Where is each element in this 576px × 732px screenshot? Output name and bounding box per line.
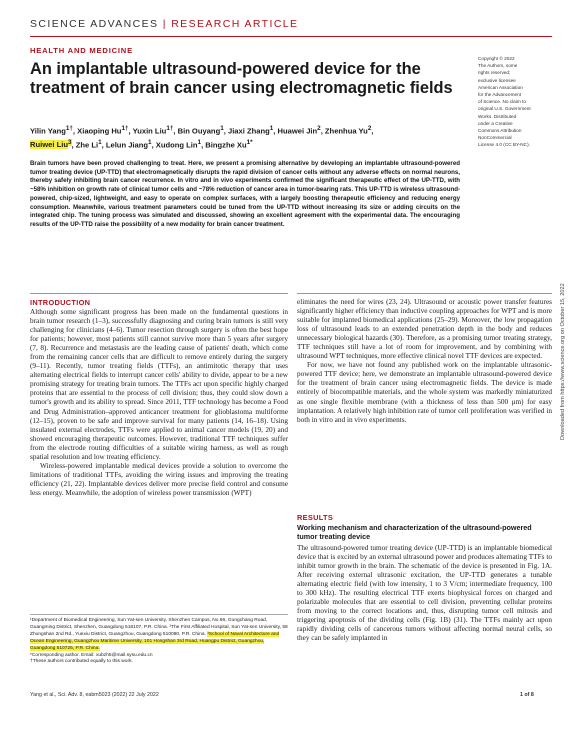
license-line: original U.S. Government	[478, 106, 531, 112]
license-line: License 4.0 (CC BY-NC).	[478, 142, 530, 148]
paragraph: The ultrasound-powered tumor treating device (UP-TTD) is an implantable biomedical device that is excited by an external ultrasound power and produces alternating TTFs to inhibit tumor growth in the brain. The schematic of the device is presented in Fig. 1A. After receiving external ultrasonic excitation, the UP-TTD generates a tunable alternating electric field (with low intensity, 1 to 3 V/cm; intermediate frequency, 100 to 300 kHz). The resulting electrical TTF exerts biophysical forces on charged and polarizable molecules that are essential to cell division, preventing cellular proteins from moving to the correct locations and, thus, disrupting tumor cell mitosis and triggering apoptosis of the dividing cells (Fig. 1B) (31). The TTFs mainly act upon rapidly dividing cells of cancerous tumors without affecting normal neural cells, so they can be safely implanted in	[297, 544, 552, 643]
right-column-intro	[297, 298, 552, 425]
footnote-rule	[30, 614, 288, 615]
column-rule	[297, 293, 552, 294]
author-text[interactable]: , Lelun Jiang	[101, 140, 149, 150]
highlighted-affiliation: ³School of Naval Architecture and Ocean Engineering, Guangzhou Maritime University, 101 Hongshan 3rd Road, Huangpu District, Guangzhou, Guangdong 510725, P.R. China.	[30, 631, 280, 651]
license-line: Works. Distributed	[478, 113, 517, 119]
column-rule	[30, 293, 288, 294]
paragraph: For now, we have not found any published work on the implantable ultrasonic-powered TTF device; here, we demonstrate an implantable ultrasound-powered device for the treatment of brain cancer using electromagnetic fields. The device is made entirely of biocompatible materials, and the whole system was markedly miniaturized as one single flexible membrane (with a thickness of less than 500 μm) for easy implantation. A relatively high inhibition rate of tumor cell proliferation was verified in both in vitro and in vivo experiments.	[297, 361, 552, 424]
affiliation-mark: 1†	[65, 125, 73, 132]
affiliation-mark: 2	[317, 125, 321, 132]
author-text[interactable]: , Zhe Li	[71, 140, 99, 150]
paragraph: Although some significant progress has been made on the fundamental questions in brain tumor research (1–3), successfully diagnosing and curing brain tumors is still very challenging for clinicians (4–6). Tumor resection through surgery is often the best hope for patients; however, most patients still cannot survive more than 5 years after surgery (7, 8). Recurrence and metastasis are the leading cause of patients' death, which come from the remaining cancer cells that are difficult to remove entirely during the surgery (9–11). Recently, tumor treating fields (TTFs), an antimitotic therapy that uses alternating electrical fields to interrupt cancer cells' ability to divide, appear to be a new promising strategy for treating brain tumors. The TTFs act upon specific highly charged proteins that are essential to the process of cell division; thus, they could slow down a tumor's growth and its ability to spread. Since 2011, TTF technology has become a Food and Drug Administration–approved anticancer treatment for glioblastoma multiforme (12–15), proven to be safe and improve survival for many patients (14, 16–18). Using insulated external electrodes, TTFs were applied to animal cancer models (19, 20) and showed encouraging therapeutic outcomes. However, traditional TTF techniques suffer from the electrode routing difficulties of a suitable wiring harness, as well as rough spatial resolution and low treating efficiency.	[30, 308, 288, 461]
paragraph: Wireless-powered implantable medical devices provide a solution to overcome the limitations of traditional TTFs, avoiding the wiring issues and improving the treating efficiency (21, 22). Implantable devices deliver more precise field control and consume less energy. Meanwhile, the adoption of wireless power transmission (WPT)	[30, 461, 288, 497]
license-line: for the Advancement	[478, 92, 521, 98]
license-note	[478, 55, 558, 149]
author-text[interactable]: , Bingzhe Xu	[201, 140, 247, 150]
license-line: rights reserved;	[478, 70, 511, 76]
license-line: NonCommercial	[478, 135, 512, 141]
license-line: of Science. No claim to	[478, 99, 526, 105]
results-heading: RESULTS	[297, 513, 334, 522]
affiliation-mark: 1	[148, 138, 152, 146]
affiliations-footnote	[30, 618, 288, 666]
affiliation-mark: 1	[98, 138, 102, 146]
license-line: The Authors, some	[478, 63, 518, 69]
page-number: 1 of 8	[520, 692, 534, 698]
author-text[interactable]: , Bin Ouyang	[173, 126, 221, 136]
affiliation-text	[30, 618, 288, 653]
author-text[interactable]: , Yuxin Liu	[128, 126, 167, 136]
introduction-heading: INTRODUCTION	[30, 298, 91, 307]
introduction-body	[30, 308, 288, 498]
affiliation-mark: 1†	[121, 125, 129, 132]
affiliation-mark: 2	[367, 125, 372, 132]
affiliation-mark: 1	[197, 138, 202, 146]
license-line: exclusive licensee	[478, 77, 516, 83]
author-separator: ,	[371, 126, 374, 136]
author-text[interactable]: Yilin Yang	[30, 126, 66, 136]
author-list	[30, 123, 460, 150]
license-line: American Association	[478, 84, 523, 90]
abstract: Brain tumors have been proved challenging to treat. Here, we present a promising alternative by developing an implantable ultrasound-powered tumor treating device (UP-TTD) that electromagnetically disrupts the rapid division of cancer cells without any adverse effects on normal neurons, thereby safely inhibiting brain cancer recurrence. In vitro and in vivo experiments confirmed the significant therapeutic effect of the UP-TTD, with ~58% inhibition on growth rate of clinical tumor cells and ~78% reduction of cancer area in tumor-bearing rats. This UP-TTD is wireless ultrasound-powered, chip-sized, lightweight, and easy to operate on complex surfaces, with a largely boosting therapeutic efficiency and reducing energy consumption. Meanwhile, various treatment parameters could be tuned from the UP-TTD without increasing its size or adding circuits on the integrated chip. The tuning process was simulated and discussed, showing an excellent agreement with the experimental data. The encouraging results of the UP-TTD raise the possibility of a new modality for brain cancer treatment.	[30, 160, 460, 228]
download-stamp: Downloaded from https://www.science.org on October 15, 2022	[560, 283, 566, 440]
header-rule	[30, 36, 552, 37]
affiliation-mark: 1	[269, 125, 274, 132]
affiliation-mark: 1*	[246, 138, 253, 146]
affiliation-mark: 1†	[166, 125, 174, 132]
article-type: RESEARCH ARTICLE	[171, 18, 299, 30]
affiliation-mark: 3	[67, 138, 72, 146]
affiliation-text-plain: ¹Department of Biomedical Engineering, Sun Yat-sen University, Shenzhen Campus, No 66, Gongchang Road, Guangming District, Shenzhen, Guangdong 518107, P.R. China. ²The First Affiliated Hospital, Sun Yat-sen University, 58 Zhongshan 2nd Rd., Yuexiu District, Guangzhou, Guangdong 510080, P.R. China.	[30, 618, 288, 637]
journal-header	[30, 18, 550, 30]
author-text[interactable]: , Xudong Lin	[151, 140, 198, 150]
license-line: under a Creative	[478, 120, 513, 126]
author-text[interactable]: , Xiaoping Hu	[72, 126, 122, 136]
header-separator: |	[162, 18, 167, 30]
results-subheading: Working mechanism and characterization of the ultrasound-powered tumor treating device	[297, 523, 532, 541]
subject-category: HEALTH AND MEDICINE	[30, 46, 133, 55]
article-title: An implantable ultrasound-powered device for the treatment of brain cancer using electromagnetic fields	[30, 60, 453, 97]
highlighted-author[interactable]: Ruiwei Liu	[30, 140, 68, 150]
author-text[interactable]: , Huawei Jin	[273, 126, 318, 136]
author-text[interactable]: , Jiaxi Zhang	[223, 126, 270, 136]
affiliation-mark: 1	[220, 125, 224, 132]
corresponding-author: *Corresponding author. Email: xubzh5@mail.sysu.edu.cn	[30, 652, 153, 658]
license-line: Copyright © 2022	[478, 56, 515, 61]
journal-name: SCIENCE ADVANCES	[30, 18, 159, 30]
author-text[interactable]: , Zhenhua Yu	[320, 126, 368, 136]
citation-footer: Yang et al., Sci. Adv. 8, eabm5023 (2022) 22 July 2022	[30, 692, 159, 698]
paragraph: eliminates the need for wires (23, 24). Ultrasound or acoustic power transfer features significantly higher efficiency than inductive coupling approaches for WPT and is more suitable for implanted biomedical applications (25–29). Moreover, the low propagation loss of ultrasound leads to an extended penetration depth in the body and reduces unnecessary biological hazards (30). Therefore, as a promising tumor treating strategy, TTF techniques still have a lot of room for improvement, and by combining with ultrasound WPT techniques, more effective clinical novel TTF devices are expected.	[297, 298, 552, 361]
equal-contribution-note: †These authors contributed equally to this work.	[30, 659, 133, 665]
license-line: Commons Attribution	[478, 128, 522, 134]
results-body	[297, 544, 552, 644]
